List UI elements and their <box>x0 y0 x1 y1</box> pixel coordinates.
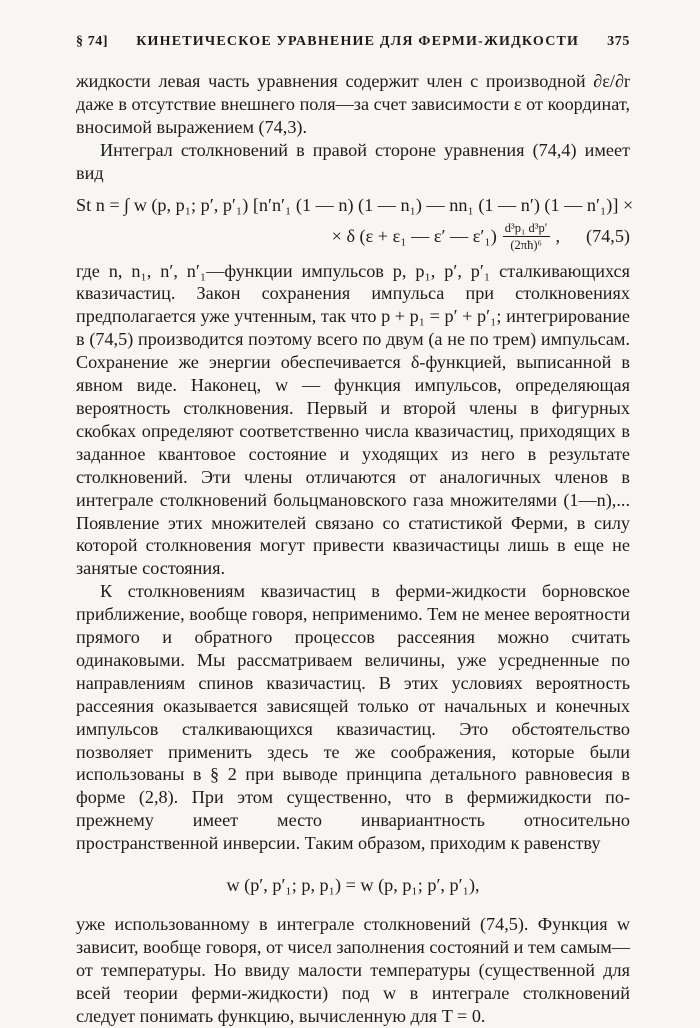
section-marker: § 74] <box>76 34 109 49</box>
equation-74-5 <box>76 193 634 252</box>
paragraph-2: Интеграл столкновений в правой стороне уравнения (74,4) имеет вид <box>76 139 630 183</box>
equation-number: (74,5) <box>586 226 630 247</box>
fraction-numerator: d³p₁ d³p′ <box>504 220 548 235</box>
equation-74-5-comma: , <box>555 226 561 247</box>
chapter-title: КИНЕТИЧЕСКОЕ УРАВНЕНИЕ ДЛЯ ФЕРМИ-ЖИДКОСТИ <box>136 34 580 49</box>
paragraph-4: К столкновениям квазичастиц в ферми-жидкости борновское приближение, вообще говоря, неприменимо. Тем не менее вероятности прямого и обратного процессов рассеяния можно считать одинаковыми. Мы рассматриваем величины, уже усредненные по направлениям спинов квазичастиц. В этих условиях вероятность рассеяния оказывается зависящей только от начальных и конечных импульсов сталкивающихся квазичастиц. Это обстоятельство позволяет применить здесь те же соображения, которые были использованы в § 2 при выводе принципа детального равновесия в форме (2,8). При этом существенно, что в фермижидкости по-прежнему имеет место инвариантность относительно пространственной инверсии. Таким образом, приходим к равенству <box>76 581 630 854</box>
equation-74-5-fraction <box>503 221 550 252</box>
equation-74-5-line2 <box>76 221 630 252</box>
page-number: 375 <box>607 34 630 49</box>
paragraph-5: уже использованному в интеграле столкновений (74,5). Функция w зависит, вообще говоря, от чисел заполнения состояний и тем самым—от температуры. Но ввиду малости температуры (существенной для всей теории ферми-жидкости) под w в интеграле столкновений следует понимать функцию, вычисленную для T = 0. <box>76 914 630 1026</box>
running-header <box>76 34 630 50</box>
fraction-denominator: (2πħ)⁶ <box>510 237 542 252</box>
paragraph-1: жидкости левая часть уравнения содержит член с производной ∂ε/∂r даже в отсутствие внешнего поля—за счет зависимости ε от координат, вносимой выражением (74,3). <box>76 71 630 137</box>
equation-74-5-delta: × δ (ε + ε₁ — ε′ — ε′₁) <box>331 226 497 247</box>
equation-74-5-line1: St n = ∫ w (p, p₁; p′, p′₁) [n′n′₁ (1 — n) (1 — n₁) — nn₁ (1 — n′) (1 — n′₁)] × <box>76 194 634 215</box>
paragraph-3: где n, n₁, n′, n′₁—функции импульсов p, p₁, p′, p′₁ сталкивающихся квазичастиц. Закон сохранения импульса при столкновениях предполагается уже учтенным, так что p + p₁ = p′ + p′₁; интегрирование в (74,5) производится поэтому всего по двум (а не по трем) импульсам. Сохранение же энергии обеспечивается δ-функцией, выписанной в явном виде. Наконец, w — функция импульсов, определяющая вероятность столкновения. Первый и второй члены в фигурных скобках определяют соответственно числа квазичастиц, приходящих в заданное квантовое состояние и уходящих из него в результате столкновений. Эти члены отличаются от аналогичных членов в интеграле столкновений больцмановского газа множителями (1—n),... Появление этих множителей связано со статистикой Ферми, в силу которой столкновения могут привести квазичастицы лишь в еще не занятые состояния. <box>76 260 630 579</box>
equation-detailed-balance: w (p′, p′₁; p, p₁) = w (p, p₁; p′, p′₁), <box>226 875 480 896</box>
